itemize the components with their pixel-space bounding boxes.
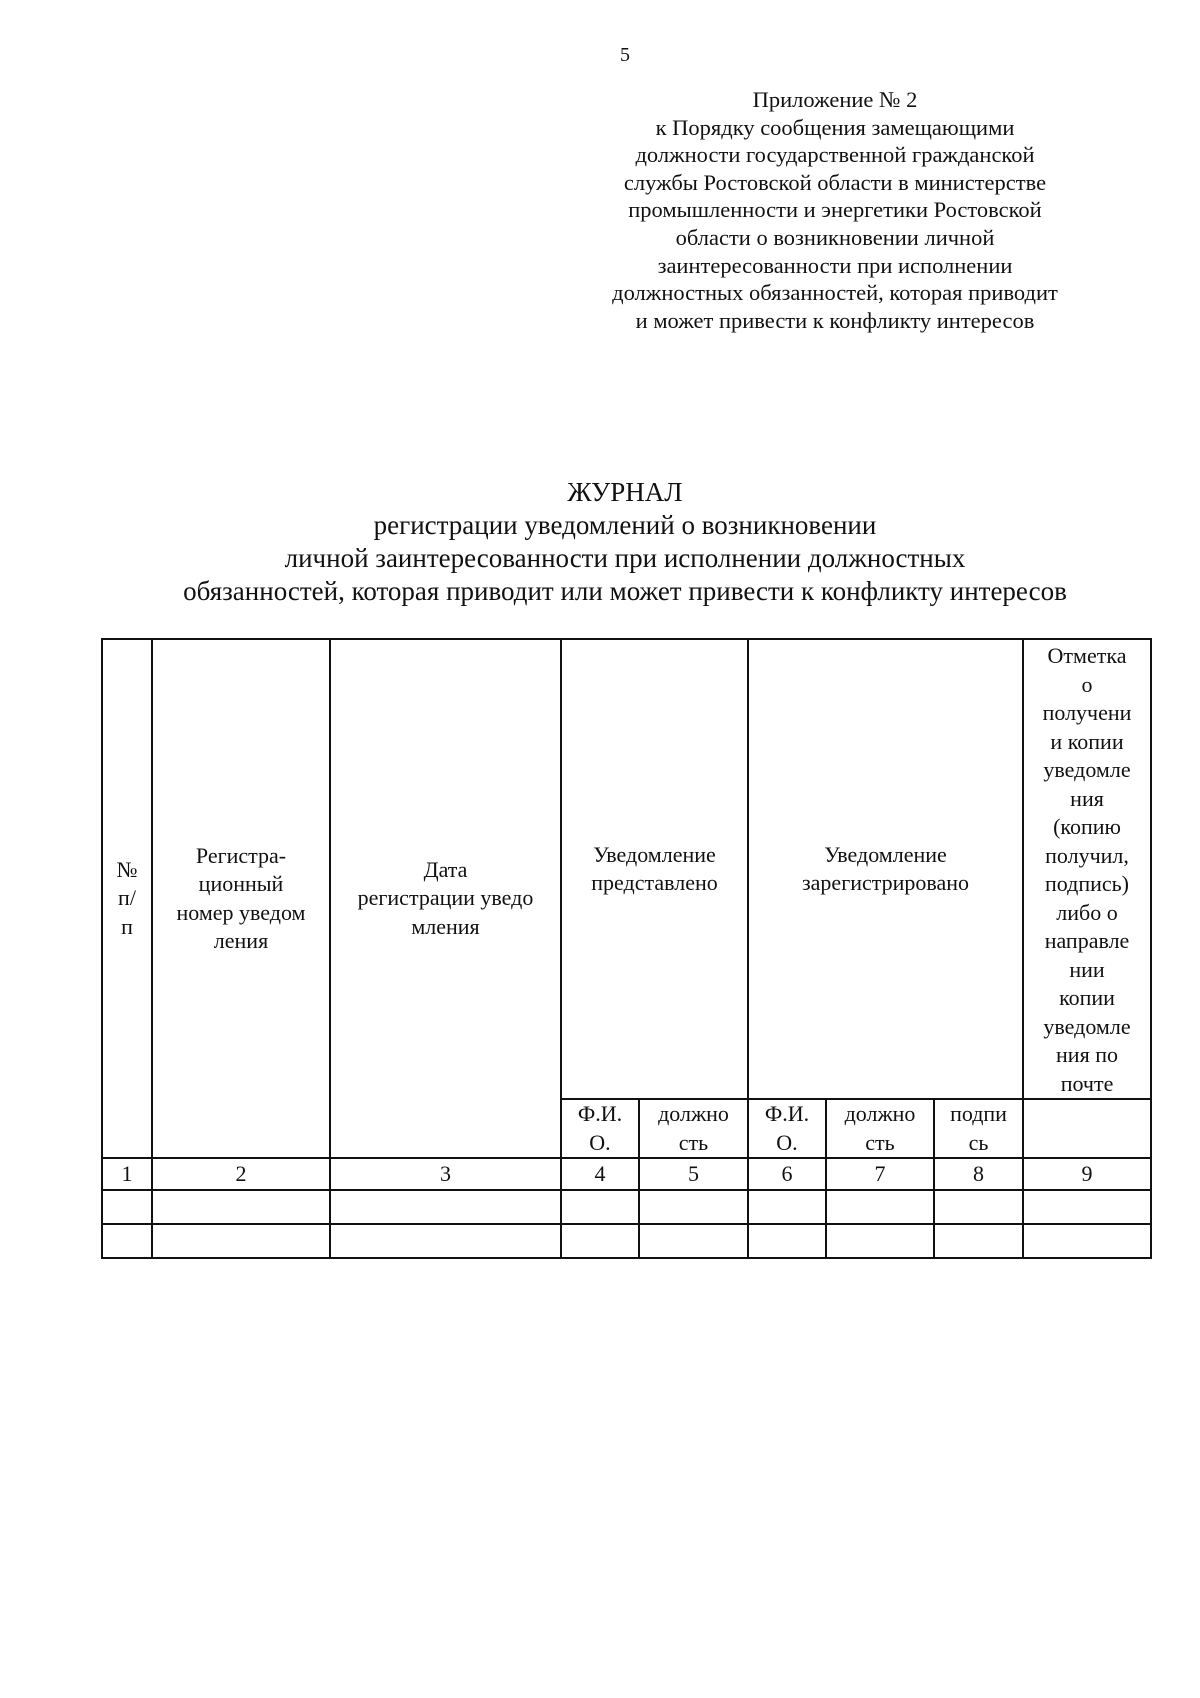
header-text-line: Ф.И. xyxy=(764,1101,810,1126)
header-text-line: и копии xyxy=(1050,728,1124,754)
subheader-registered-position xyxy=(826,1099,934,1158)
header-text-line: ния xyxy=(1070,785,1104,811)
column-number: 1 xyxy=(102,1158,152,1190)
header-text-line: Ф.И. xyxy=(577,1101,623,1126)
header-text-line: ления xyxy=(213,928,269,953)
header-text-line: представлено xyxy=(591,870,718,895)
subheader-empty-cell xyxy=(1023,1099,1151,1158)
appendix-line: должности государственной гражданской xyxy=(635,142,1035,168)
subheader-registered-signature xyxy=(934,1099,1023,1158)
table-cell xyxy=(639,1190,748,1224)
column-number-row xyxy=(102,1158,1151,1190)
column-number: 3 xyxy=(330,1158,561,1190)
header-text-line: уведомле xyxy=(1043,757,1131,782)
registration-journal-table xyxy=(101,638,1152,1259)
header-text-line: п xyxy=(121,913,133,939)
table-cell xyxy=(152,1190,330,1224)
header-text-line: № xyxy=(116,856,138,882)
appendix-line: промышленности и энергетики Ростовской xyxy=(628,197,1042,223)
header-submitted xyxy=(561,639,748,1099)
header-text-line: получени xyxy=(1042,700,1132,725)
header-text-line: о xyxy=(1081,671,1093,697)
table-cell xyxy=(748,1190,826,1224)
subheader-registered-fio xyxy=(748,1099,826,1158)
table-cell xyxy=(826,1190,934,1224)
table-cell xyxy=(1023,1224,1151,1258)
header-text-line: ционный xyxy=(198,871,284,896)
header-text-line: зарегистрировано xyxy=(801,870,970,895)
header-registered xyxy=(748,639,1023,1099)
column-number: 6 xyxy=(748,1158,826,1190)
table-cell xyxy=(102,1224,152,1258)
table-cell xyxy=(934,1224,1023,1258)
header-text-line: получил, xyxy=(1045,842,1129,868)
journal-subtitle-line: регистрации уведомлений о возникновении xyxy=(373,510,877,540)
journal-subtitle-line: обязанностей, которая приводит или может привести к конфликту интересов xyxy=(183,576,1067,606)
header-text-line: копии xyxy=(1059,985,1115,1010)
appendix-line: и может привести к конфликту интересов xyxy=(635,307,1035,333)
header-text-line: сть xyxy=(678,1129,709,1155)
appendix-line: должностных обязанностей, которая приводит xyxy=(612,280,1058,306)
table-cell xyxy=(330,1224,561,1258)
column-number: 9 xyxy=(1023,1158,1151,1190)
header-text-line: мления xyxy=(411,913,480,939)
subheader-submitted-fio xyxy=(561,1099,639,1158)
header-text-line: Уведомление xyxy=(593,841,716,867)
header-text-line: сь xyxy=(968,1129,989,1155)
header-text-line: должно xyxy=(658,1101,729,1126)
header-text-line: ния по xyxy=(1056,1042,1118,1067)
appendix-line: службы Ростовской области в министерстве xyxy=(623,169,1047,195)
header-text-line: подпись) xyxy=(1045,871,1130,896)
appendix-line: заинтересованности при исполнении xyxy=(657,252,1013,278)
appendix-line: области о возникновении личной xyxy=(675,224,995,250)
header-text-line: направле xyxy=(1044,928,1130,953)
table-cell xyxy=(748,1224,826,1258)
header-text-line: уведомле xyxy=(1043,1013,1131,1039)
appendix-line: к Порядку сообщения замещающими xyxy=(655,114,1015,140)
header-text-line: Регистра- xyxy=(195,842,287,868)
journal-title xyxy=(0,476,1200,608)
subheader-submitted-position xyxy=(639,1099,748,1158)
header-receipt-mark xyxy=(1023,639,1151,1099)
header-text-line: п/ xyxy=(118,885,136,911)
header-text-line: Отметка xyxy=(1047,643,1127,668)
journal-subtitle-line: личной заинтересованности при исполнении должностных xyxy=(284,543,966,573)
header-text-line: подпи xyxy=(950,1101,1007,1126)
column-number: 8 xyxy=(934,1158,1023,1190)
header-reg-number xyxy=(152,639,330,1158)
table-cell xyxy=(561,1190,639,1224)
table-cell xyxy=(826,1224,934,1258)
table-cell xyxy=(330,1190,561,1224)
table-cell xyxy=(639,1224,748,1258)
table-cell xyxy=(1023,1190,1151,1224)
header-text-line: О. xyxy=(589,1129,611,1155)
table-cell xyxy=(561,1224,639,1258)
header-text-line: почте xyxy=(1060,1070,1114,1096)
table-cell xyxy=(934,1190,1023,1224)
header-row xyxy=(102,639,1151,1099)
column-number: 5 xyxy=(639,1158,748,1190)
appendix-line: Приложение № 2 xyxy=(752,87,918,112)
header-text-line: Дата xyxy=(423,856,468,882)
header-text-line: либо о xyxy=(1056,899,1118,925)
journal-heading: ЖУРНАЛ xyxy=(567,477,683,507)
table-cell xyxy=(102,1190,152,1224)
header-text-line: (копию xyxy=(1053,814,1121,839)
page-number: 5 xyxy=(620,44,630,66)
column-number: 2 xyxy=(152,1158,330,1190)
header-reg-date xyxy=(330,639,561,1158)
table-row xyxy=(102,1190,1151,1224)
header-text-line: сть xyxy=(865,1129,895,1155)
header-text-line: номер уведом xyxy=(176,899,306,925)
header-text-line: должно xyxy=(844,1101,916,1126)
header-text-line: Уведомление xyxy=(824,841,947,867)
column-number: 4 xyxy=(561,1158,639,1190)
header-text-line: нии xyxy=(1069,956,1105,982)
header-text-line: О. xyxy=(776,1129,798,1155)
appendix-header xyxy=(575,86,1095,334)
table-row xyxy=(102,1224,1151,1258)
column-number: 7 xyxy=(826,1158,934,1190)
header-text-line: регистрации уведо xyxy=(357,885,534,911)
table-cell xyxy=(152,1224,330,1258)
header-number xyxy=(102,639,152,1158)
